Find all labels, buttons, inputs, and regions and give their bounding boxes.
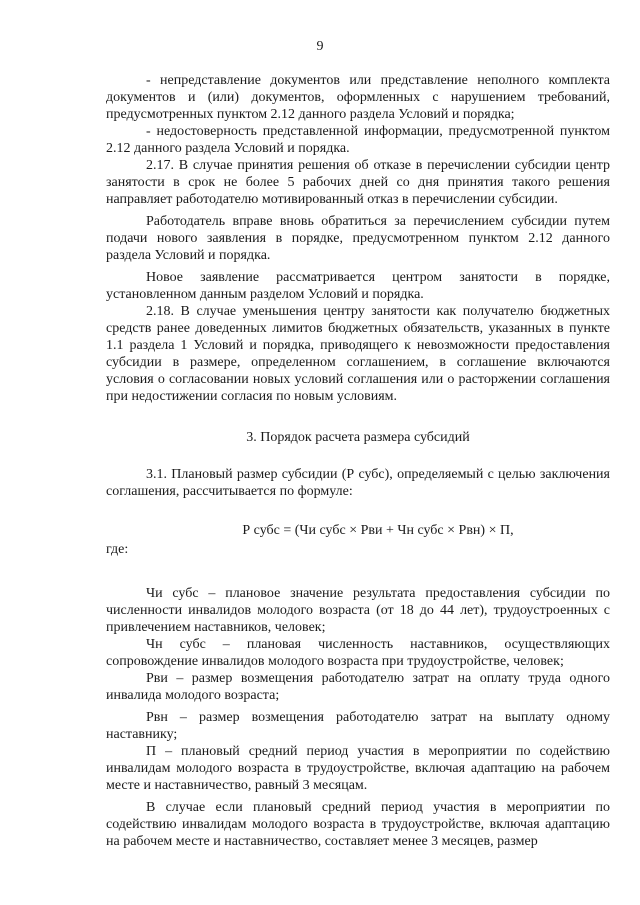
definition-rvn: Рвн – размер возмещения работодателю затрат на выплату одному наставнику; [106,710,610,742]
section-title: 3. Порядок расчета размера субсидий [246,430,470,445]
paragraph-2-17: 2.17. В случае принятия решения об отказе в перечислении субсидии центр занятости в срок не более 5 рабочих дней со дня принятия такого решения направляет работодателю мотивированный отказ в перечислении субсидии. [106,158,610,207]
document-body [106,72,610,850]
page-number: 9 [316,39,324,54]
definition-chn-subs: Чн субс – плановая численность наставников, осуществляющих сопровождение инвалидов молодого возраста при трудоустройстве, человек; [106,637,610,669]
definition-p: П – плановый средний период участия в мероприятии по содействию инвалидам молодого возраста в трудоустройстве, включая адаптацию на рабочем месте и наставничество, равный 3 месяцам. [106,744,610,793]
paragraph-reapply: Работодатель вправе вновь обратиться за перечислением субсидии путем подачи нового заявления в порядке, предусмотренном пунктом 2.12 данного раздела Условий и порядка. [106,214,610,263]
paragraph-new-application: Новое заявление рассматривается центром занятости в порядке, установленном данным разделом Условий и порядка. [106,270,610,302]
paragraph-incomplete-docs: - непредставление документов или представление неполного комплекта документов и (или) документов, оформленных с нарушением требований, предусмотренных пунктом 2.12 данного раздела Условий и порядка; [106,73,610,122]
definition-chi-subs: Чи субс – плановое значение результата предоставления субсидии по численности инвалидов молодого возраста (от 18 до 44 лет), трудоустроенных с привлечением наставников, человек; [106,586,610,635]
paragraph-3-1: 3.1. Плановый размер субсидии (Р субс), определяемый с целью заключения соглашения, рассчитывается по формуле: [106,467,610,499]
paragraph-period-less: В случае если плановый средний период участия в мероприятии по содействию инвалидам молодого возраста в трудоустройстве, включая адаптацию на рабочем месте и наставничество, составляет менее 3 месяцев, размер [106,800,610,849]
formula: Р субс = (Чи субс × Рви + Чн субс × Рвн) × П, [242,523,514,538]
paragraph-2-18: 2.18. В случае уменьшения центру занятости как получателю бюджетных средств ранее доведенных лимитов бюджетных обязательств, указанных в пункте 1.1 раздела 1 Условий и порядка, приводящего к невозможности предоставления субсидии в размере, определенном соглашением, в соглашение включаются условия о согласовании новых условий соглашения или о расторжении соглашения при недостижении согласия по новым условиям. [106,304,610,404]
definition-rvi: Рви – размер возмещения работодателю затрат на оплату труда одного инвалида молодого возраста; [106,671,610,703]
where-label: где: [106,542,129,557]
paragraph-unreliable-info: - недостоверность представленной информации, предусмотренной пунктом 2.12 данного раздела Условий и порядка. [106,124,610,156]
